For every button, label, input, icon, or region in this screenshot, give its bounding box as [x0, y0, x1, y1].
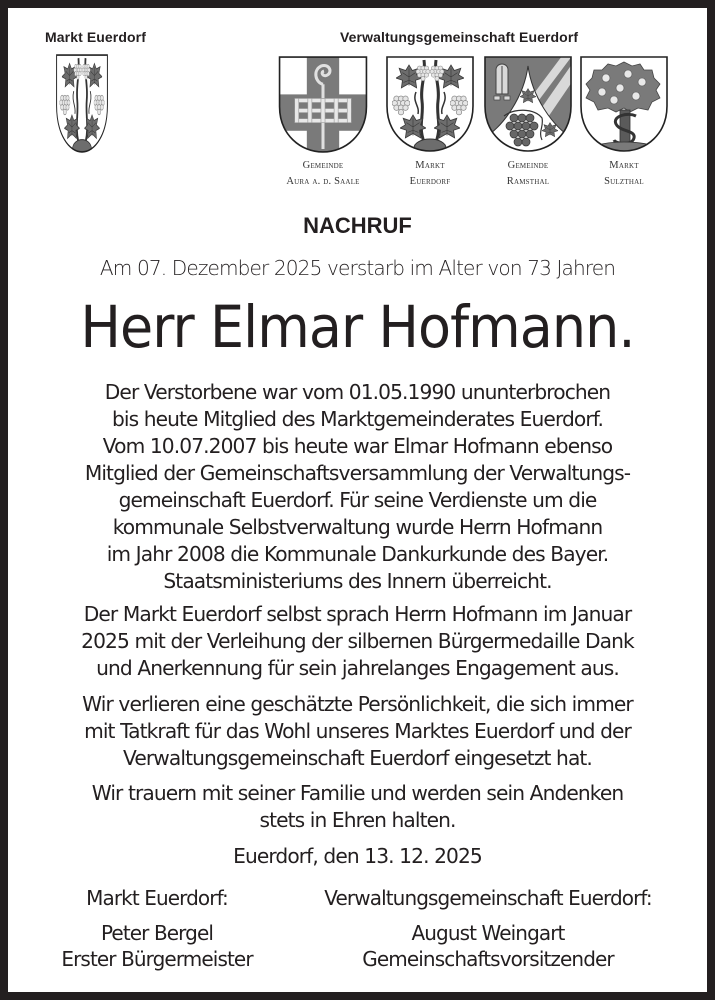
text-line: Wir trauern mit seiner Familie und werden sein Andenken	[91, 781, 624, 805]
paragraph-career	[8, 379, 707, 595]
text-line: Staatsministeriums des Innern überreicht.	[163, 569, 552, 593]
coat-of-arms-ramsthal-icon	[484, 55, 572, 153]
coat-of-arms-aura-icon	[278, 56, 368, 153]
text-line: stets in Ehren halten.	[259, 808, 456, 832]
coat-of-arms-euerdorf-icon	[56, 54, 108, 153]
text-line: Verwaltungsgemeinschaft Euerdorf eingesetzt hat.	[123, 746, 592, 770]
text-line: Wir verlieren eine geschätzte Persönlichkeit, die sich immer	[82, 692, 633, 716]
caption-line: Markt	[415, 160, 445, 171]
deceased-name: Herr Elmar Hofmann.	[80, 293, 635, 361]
signatory-name: Peter Bergel	[100, 921, 214, 945]
signature-block-right	[288, 920, 688, 972]
caption-line: Ramsthal	[506, 176, 550, 187]
signature-org-vg: Verwaltungsgemeinschaft Euerdorf:	[324, 886, 652, 910]
place-date: Euerdorf, den 13. 12. 2025	[233, 844, 482, 868]
caption-line: Gemeinde	[507, 160, 549, 171]
signatory-role: Erster Bürgermeister	[61, 947, 253, 971]
text-line: Der Verstorbene war vom 01.05.1990 ununterbrochen	[104, 380, 611, 404]
signatory-name: August Weingart	[411, 921, 565, 945]
notice-intro: Am 07. Dezember 2025 verstarb im Alter von 73 Jahren	[99, 256, 616, 280]
text-line: bis heute Mitglied des Marktgemeinderates Euerdorf.	[111, 407, 604, 431]
caption-line: Sulzthal	[604, 176, 644, 187]
crest-caption-ramsthal	[478, 158, 578, 190]
caption-line: Gemeinde	[302, 160, 344, 171]
signature-org-markt: Markt Euerdorf:	[86, 886, 228, 910]
text-line: 2025 mit der Verleihung der silbernen Bürgermedaille Dank	[81, 629, 634, 653]
text-line: gemeinschaft Euerdorf. Für seine Verdienste um die	[118, 488, 597, 512]
text-line: Mitglied der Gemeinschaftsversammlung der Verwaltungs-	[84, 461, 631, 485]
text-line: im Jahr 2008 die Kommunale Dankurkunde des Bayer.	[106, 542, 609, 566]
caption-line: Aura a. d. Saale	[286, 176, 360, 187]
obituary-notice	[8, 8, 707, 992]
coat-of-arms-euerdorf-icon	[386, 55, 474, 153]
text-line: kommunale Selbstverwaltung wurde Herrn Hofmann	[112, 515, 603, 539]
caption-line: Markt	[609, 160, 639, 171]
text-line: mit Tatkraft für das Wohl unseres Marktes Euerdorf und der	[84, 719, 631, 743]
text-line: Vom 10.07.2007 bis heute war Elmar Hofmann ebenso	[102, 434, 613, 458]
signatory-role: Gemeinschaftsvorsitzender	[362, 947, 614, 971]
paragraph-mourning	[8, 780, 707, 834]
header-label-markt-euerdorf: Markt Euerdorf	[45, 29, 146, 45]
crest-caption-aura	[263, 158, 383, 190]
coat-of-arms-sulzthal-icon	[580, 55, 668, 153]
signature-block-left	[34, 920, 280, 972]
text-line: und Anerkennung für sein jahrelanges Engagement aus.	[96, 656, 619, 680]
paragraph-tribute	[8, 691, 707, 772]
crest-caption-euerdorf	[380, 158, 480, 190]
notice-title: NACHRUF	[303, 213, 412, 238]
text-line: Der Markt Euerdorf selbst sprach Herrn Hofmann im Januar	[83, 602, 632, 626]
crest-caption-sulzthal	[574, 158, 674, 190]
paragraph-medal	[8, 601, 707, 682]
caption-line: Euerdorf	[409, 176, 451, 187]
header-label-verwaltungsgemeinschaft: Verwaltungsgemeinschaft Euerdorf	[340, 29, 579, 45]
